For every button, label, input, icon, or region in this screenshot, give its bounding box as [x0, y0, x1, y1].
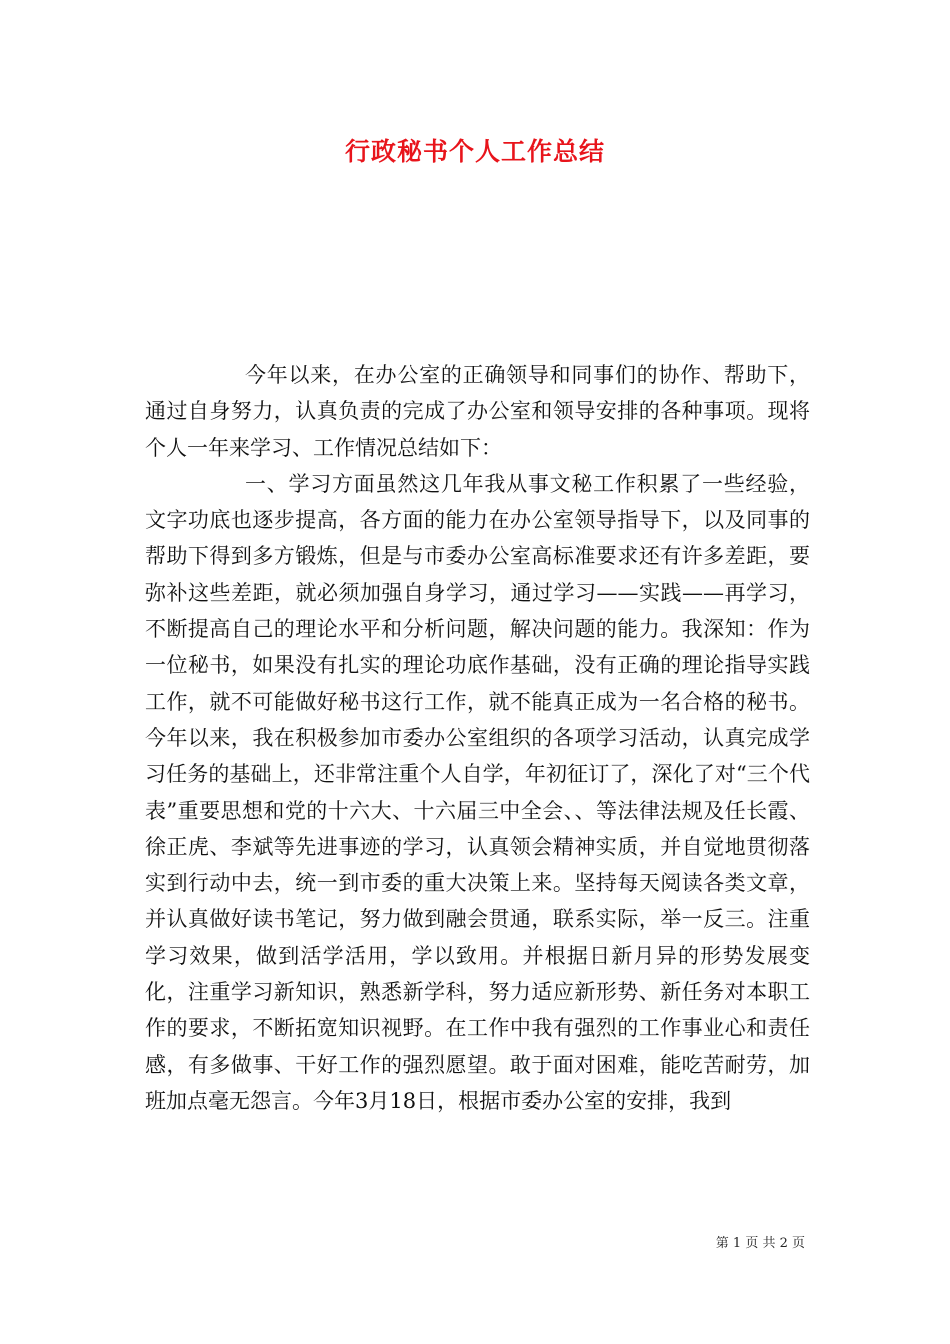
paragraph-study: 一、学习方面虽然这几年我从事文秘工作积累了一些经验，文字功底也逐步提高，各方面的能力在办公室领导指导下，以及同事的帮助下得到多方锻炼，但是与市委办公室高标准要求还有许多差距，要弥补这些差距，就必须加强自身学习，通过学习——实践——再学习，不断提高自己的理论水平和分析问题，解决问题的能力。我深知：作为一位秘书，如果没有扎实的理论功底作基础，没有正确的理论指导实践工作，就不可能做好秘书这行工作，就不能真正成为一名合格的秘书。今年以来，我在积极参加市委办公室组织的各项学习活动，认真完成学习任务的基础上，还非常注重个人自学，年初征订了，深化了对“三个代表”重要思想和党的十六大、十六届三中全会、、等法律法规及任长霞、徐正虎、李斌等先进事迹的学习，认真领会精神实质，并自觉地贯彻落实到行动中去，统一到市委的重大决策上来。坚持每天阅读各类文章，并认真做好读书笔记，努力做到融会贯通，联系实际，举一反三。注重学习效果，做到活学活用，学以致用。并根据日新月异的形势发展变化，注重学习新知识，熟悉新学科，努力适应新形势、新任务对本职工作的要求，不断拓宽知识视野。在工作中我有强烈的工作事业心和责任感，有多做事、干好工作的强烈愿望。敢于面对困难，能吃苦耐劳，加班加点毫无怨言。今年3月18日，根据市委办公室的安排，我到 [145, 471, 810, 1113]
document-title: 行政秘书个人工作总结 [344, 137, 605, 166]
paragraph-intro: 今年以来，在办公室的正确领导和同事们的协作、帮助下，通过自身努力，认真负责的完成了办公室和领导安排的各种事项。现将个人一年来学习、工作情况总结如下： [145, 363, 810, 460]
document-body [145, 357, 810, 1119]
page-number-footer: 第 1 页 共 2 页 [715, 1236, 805, 1251]
